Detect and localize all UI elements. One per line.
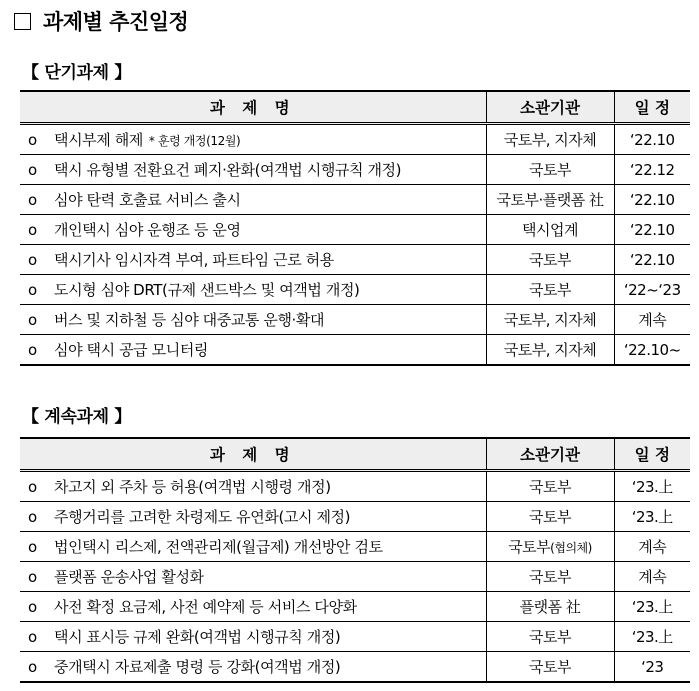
task-name-cell: o 개인택시 심야 운행조 등 운영 — [20, 215, 486, 245]
schedule-cell: ‘22.10 — [614, 215, 690, 245]
table-row — [20, 532, 690, 562]
schedule-cell: ‘23.上 — [614, 502, 690, 532]
bullet-icon: o — [28, 251, 37, 269]
section-title-short-term: 【 단기과제 】 — [22, 63, 132, 83]
task-name-cell: o 도시형 심야 DRT(규제 샌드박스 및 여객법 개정) — [20, 275, 486, 305]
org-cell: 국토부 — [486, 155, 614, 185]
org-cell: 국토부, 지자체 — [486, 335, 614, 366]
col-header-org: 소관기관 — [486, 438, 614, 471]
schedule-cell: ‘22.10 — [614, 245, 690, 275]
bullet-icon: o — [28, 538, 37, 556]
table-row — [20, 335, 690, 366]
bullet-icon: o — [28, 281, 37, 299]
schedule-cell: 계속 — [614, 532, 690, 562]
schedule-cell: ‘23.上 — [614, 471, 690, 502]
table-row — [20, 215, 690, 245]
ongoing-table — [20, 437, 690, 683]
table-row — [20, 245, 690, 275]
table-header-row — [20, 438, 690, 471]
table-header-row — [20, 91, 690, 124]
task-name-cell: o 사전 확정 요금제, 사전 예약제 등 서비스 다양화 — [20, 592, 486, 622]
schedule-cell: ‘22~‘23 — [614, 275, 690, 305]
task-name-cell: o 심야 택시 공급 모니터링 — [20, 335, 486, 366]
org-cell: 국토부 — [486, 245, 614, 275]
org-cell: 국토부, 지자체 — [486, 124, 614, 155]
task-name-cell: o 택시 유형별 전환요건 폐지·완화(여객법 시행규칙 개정) — [20, 155, 486, 185]
org-cell: 국토부 — [486, 622, 614, 652]
schedule-cell: 계속 — [614, 562, 690, 592]
bullet-icon: o — [28, 221, 37, 239]
table-row — [20, 185, 690, 215]
task-name-cell: o 택시 표시등 규제 완화(여객법 시행규칙 개정) — [20, 622, 486, 652]
schedule-cell: ‘22.10~ — [614, 335, 690, 366]
table-row — [20, 305, 690, 335]
schedule-cell: ‘23 — [614, 652, 690, 683]
checkbox-square-icon — [14, 13, 31, 30]
org-cell: 택시업계 — [486, 215, 614, 245]
task-name-cell: o 택시부제 해제 * 훈령 개정(12월) — [20, 124, 486, 155]
task-note: * 훈령 개정(12월) — [148, 134, 241, 148]
bullet-icon: o — [28, 191, 37, 209]
table-row — [20, 592, 690, 622]
bullet-icon: o — [28, 508, 37, 526]
task-name-cell: o 법인택시 리스제, 전액관리제(월급제) 개선방안 검토 — [20, 532, 486, 562]
schedule-cell: ‘22.12 — [614, 155, 690, 185]
schedule-cell: ‘22.10 — [614, 185, 690, 215]
col-header-name: 과 제 명 — [20, 438, 486, 471]
schedule-cell: ‘23.上 — [614, 622, 690, 652]
bullet-icon: o — [28, 568, 37, 586]
section-title-ongoing: 【 계속과제 】 — [22, 407, 132, 427]
org-cell: 국토부 — [486, 562, 614, 592]
bullet-icon: o — [28, 311, 37, 329]
page-title: 과제별 추진일정 — [14, 6, 188, 36]
schedule-cell: 계속 — [614, 305, 690, 335]
org-cell: 국토부·플랫폼 社 — [486, 185, 614, 215]
org-cell: 국토부 — [486, 471, 614, 502]
task-name-cell: o 중개택시 자료제출 명령 등 강화(여객법 개정) — [20, 652, 486, 683]
col-header-name: 과 제 명 — [20, 91, 486, 124]
task-name-cell: o 버스 및 지하철 등 심야 대중교통 운행·확대 — [20, 305, 486, 335]
table-row — [20, 622, 690, 652]
bullet-icon: o — [28, 628, 37, 646]
table-row — [20, 562, 690, 592]
task-name-cell: o 심야 탄력 호출료 서비스 출시 — [20, 185, 486, 215]
bullet-icon: o — [28, 658, 37, 676]
bullet-icon: o — [28, 131, 37, 149]
task-name-cell: o 주행거리를 고려한 차령제도 유연화(고시 제정) — [20, 502, 486, 532]
table-row — [20, 502, 690, 532]
table-row — [20, 155, 690, 185]
org-cell: 플랫폼 社 — [486, 592, 614, 622]
org-cell: 국토부, 지자체 — [486, 305, 614, 335]
table-row — [20, 471, 690, 502]
bullet-icon: o — [28, 341, 37, 359]
table-row — [20, 124, 690, 155]
org-cell: 국토부 — [486, 275, 614, 305]
schedule-cell: ‘23.上 — [614, 592, 690, 622]
schedule-cell: ‘22.10 — [614, 124, 690, 155]
short-term-table — [20, 90, 690, 366]
col-header-org: 소관기관 — [486, 91, 614, 124]
task-name-cell: o 차고지 외 주차 등 허용(여객법 시행령 개정) — [20, 471, 486, 502]
org-cell: 국토부(협의체) — [486, 532, 614, 562]
col-header-schedule: 일 정 — [614, 438, 690, 471]
table-row — [20, 652, 690, 683]
task-name-cell: o 택시기사 임시자격 부여, 파트타임 근로 허용 — [20, 245, 486, 275]
org-cell: 국토부 — [486, 652, 614, 683]
org-note: (협의체) — [550, 541, 592, 555]
col-header-schedule: 일 정 — [614, 91, 690, 124]
org-cell: 국토부 — [486, 502, 614, 532]
bullet-icon: o — [28, 161, 37, 179]
table-row — [20, 275, 690, 305]
bullet-icon: o — [28, 478, 37, 496]
task-name-cell: o 플랫폼 운송사업 활성화 — [20, 562, 486, 592]
bullet-icon: o — [28, 598, 37, 616]
